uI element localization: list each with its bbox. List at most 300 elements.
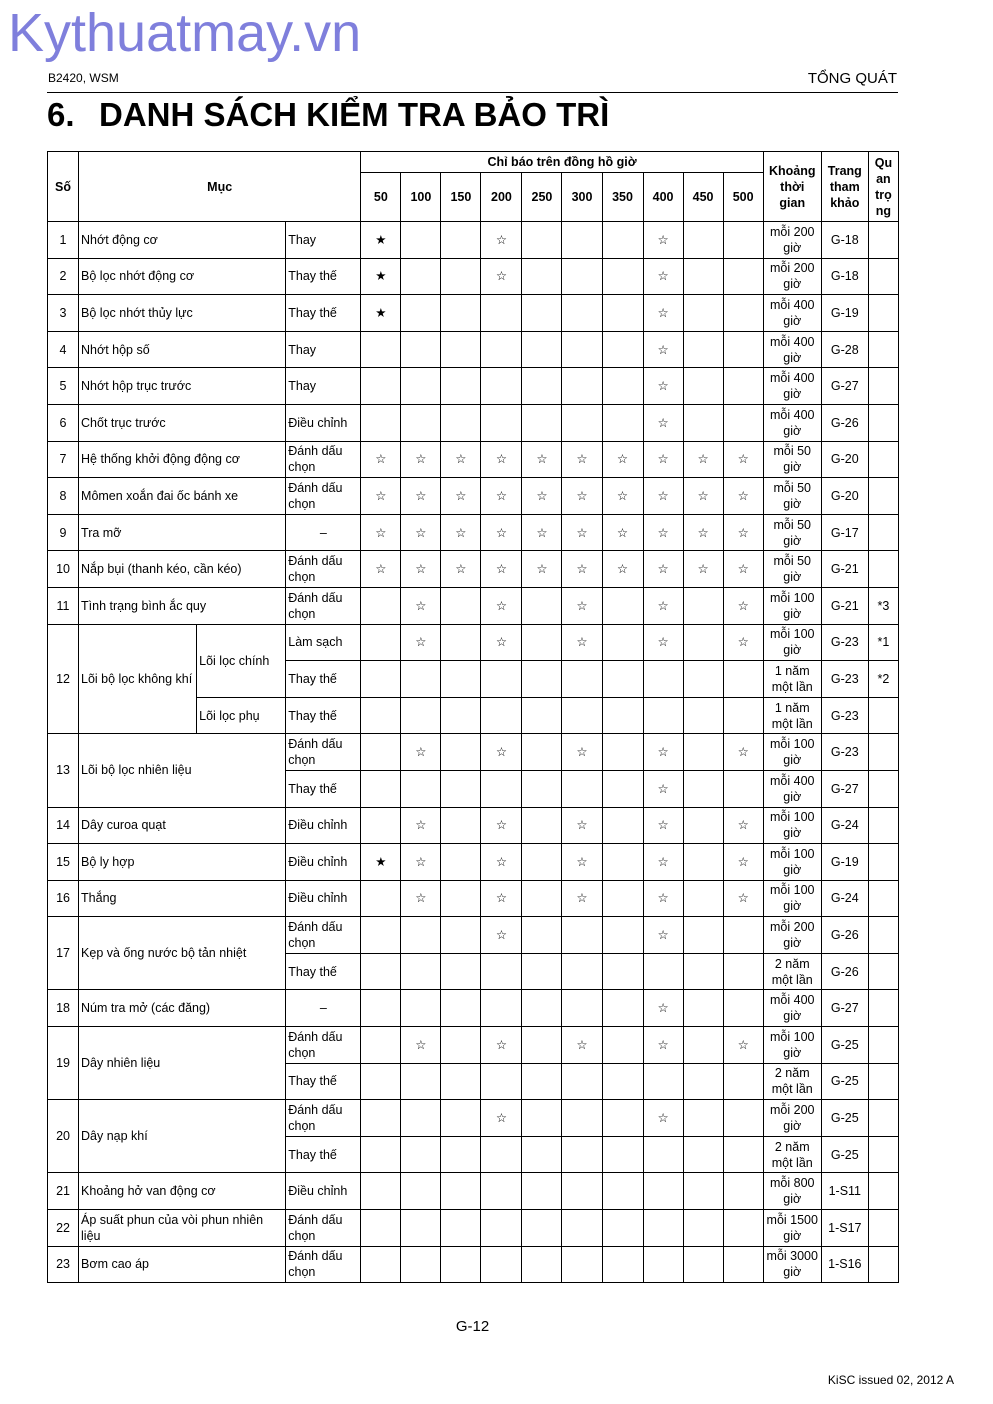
hour-mark-100 [401, 1100, 441, 1137]
hour-mark-200 [481, 331, 522, 368]
hour-mark-250 [522, 404, 562, 441]
hour-mark-450: ☆ [683, 441, 723, 478]
table-row [48, 880, 899, 917]
hour-mark-500: ☆ [723, 807, 763, 844]
hour-mark-50: ★ [361, 295, 401, 332]
hour-mark-50: ★ [361, 258, 401, 295]
row-number: 21 [48, 1173, 79, 1210]
hour-mark-450 [683, 1173, 723, 1210]
header-hour-300: 300 [562, 173, 602, 222]
hour-mark-50 [361, 404, 401, 441]
item-name: Tình trạng bình ắc quy [79, 587, 286, 624]
action-cell: – [286, 514, 361, 551]
sub-item-name: Lõi lọc phụ [197, 697, 286, 734]
action-cell: Đánh dấu chọn [286, 1210, 361, 1247]
header-no: Số [48, 152, 79, 222]
interval-cell: 2 năm một lần [763, 1136, 821, 1173]
hour-mark-350: ☆ [602, 441, 643, 478]
action-cell: Đánh dấu chọn [286, 1100, 361, 1137]
action-cell: Thay thế [286, 1136, 361, 1173]
important-cell [868, 258, 898, 295]
hour-mark-350 [602, 258, 643, 295]
row-number: 19 [48, 1027, 79, 1100]
table-row [48, 1027, 899, 1064]
hour-mark-450: ☆ [683, 551, 723, 588]
hour-mark-150 [441, 1210, 481, 1247]
hour-mark-250 [522, 953, 562, 990]
row-number: 1 [48, 222, 79, 259]
title-text: DANH SÁCH KIỂM TRA BẢO TRÌ [99, 96, 610, 133]
hour-mark-450 [683, 1210, 723, 1247]
hour-mark-500 [723, 990, 763, 1027]
hour-mark-100 [401, 953, 441, 990]
interval-cell: mỗi 1500 giờ [763, 1210, 821, 1247]
header-hour-500: 500 [723, 173, 763, 222]
hour-mark-400: ☆ [643, 514, 683, 551]
interval-cell: mỗi 100 giờ [763, 624, 821, 661]
hour-mark-50: ☆ [361, 441, 401, 478]
table-row [48, 258, 899, 295]
hour-mark-150 [441, 368, 481, 405]
interval-cell: mỗi 50 giờ [763, 441, 821, 478]
hour-mark-200: ☆ [481, 551, 522, 588]
hour-mark-300 [562, 222, 602, 259]
hour-mark-450 [683, 404, 723, 441]
table-row [48, 844, 899, 881]
watermark: Kythuatmay.vn [8, 3, 362, 63]
ref-cell: G-26 [821, 953, 868, 990]
header-hour-50: 50 [361, 173, 401, 222]
hour-mark-350 [602, 697, 643, 734]
hour-mark-250: ☆ [522, 514, 562, 551]
hour-mark-450 [683, 880, 723, 917]
action-cell: Đánh dấu chọn [286, 1027, 361, 1064]
hour-mark-200: ☆ [481, 514, 522, 551]
hour-mark-150 [441, 697, 481, 734]
header-divider [47, 92, 898, 93]
hour-mark-200: ☆ [481, 587, 522, 624]
important-cell [868, 551, 898, 588]
action-cell: Đánh dấu chọn [286, 478, 361, 515]
ref-cell: G-24 [821, 880, 868, 917]
hour-mark-450: ☆ [683, 478, 723, 515]
hour-mark-250 [522, 770, 562, 807]
table-row [48, 1246, 899, 1283]
header-hour-350: 350 [602, 173, 643, 222]
hour-mark-500 [723, 1210, 763, 1247]
hour-mark-100 [401, 990, 441, 1027]
important-cell [868, 331, 898, 368]
item-name: Kẹp và ống nước bộ tản nhiệt [79, 917, 286, 990]
hour-mark-300: ☆ [562, 734, 602, 771]
hour-mark-200: ☆ [481, 1100, 522, 1137]
item-name: Áp suất phun của vòi phun nhiên liệu [79, 1210, 286, 1247]
row-number: 22 [48, 1210, 79, 1247]
hour-mark-300 [562, 697, 602, 734]
hour-mark-250 [522, 807, 562, 844]
hour-mark-50: ★ [361, 222, 401, 259]
hour-mark-100 [401, 404, 441, 441]
title-number: 6. [47, 96, 75, 133]
action-cell: Đánh dấu chọn [286, 734, 361, 771]
hour-mark-100: ☆ [401, 734, 441, 771]
hour-mark-300: ☆ [562, 551, 602, 588]
hour-mark-100: ☆ [401, 1027, 441, 1064]
important-cell [868, 1100, 898, 1137]
interval-cell: mỗi 3000 giờ [763, 1246, 821, 1283]
hour-mark-100 [401, 1063, 441, 1100]
hour-mark-400 [643, 1136, 683, 1173]
hour-mark-150 [441, 1027, 481, 1064]
hour-mark-300 [562, 990, 602, 1027]
action-cell: Đánh dấu chọn [286, 441, 361, 478]
important-cell [868, 1246, 898, 1283]
hour-mark-400: ☆ [643, 551, 683, 588]
hour-mark-200: ☆ [481, 880, 522, 917]
hour-mark-350 [602, 222, 643, 259]
interval-cell: mỗi 100 giờ [763, 587, 821, 624]
row-number: 9 [48, 514, 79, 551]
hour-mark-300 [562, 295, 602, 332]
hour-mark-350 [602, 1246, 643, 1283]
ref-cell: G-19 [821, 844, 868, 881]
header-hour-200: 200 [481, 173, 522, 222]
important-cell [868, 734, 898, 771]
hour-mark-500 [723, 331, 763, 368]
hour-mark-300 [562, 1100, 602, 1137]
hour-mark-150 [441, 1063, 481, 1100]
hour-mark-150 [441, 917, 481, 954]
hour-mark-400: ☆ [643, 1027, 683, 1064]
hour-mark-150: ☆ [441, 441, 481, 478]
hour-mark-400: ☆ [643, 258, 683, 295]
hour-mark-250 [522, 1100, 562, 1137]
hour-mark-100 [401, 917, 441, 954]
hour-mark-300: ☆ [562, 478, 602, 515]
item-name: Bộ ly hợp [79, 844, 286, 881]
header-hour-150: 150 [441, 173, 481, 222]
hour-mark-250 [522, 368, 562, 405]
hour-mark-200: ☆ [481, 734, 522, 771]
hour-mark-50 [361, 697, 401, 734]
hour-mark-500: ☆ [723, 734, 763, 771]
row-number: 17 [48, 917, 79, 990]
hour-mark-150 [441, 734, 481, 771]
hour-mark-150 [441, 587, 481, 624]
ref-cell: G-23 [821, 697, 868, 734]
hour-mark-50 [361, 1210, 401, 1247]
hour-mark-450 [683, 770, 723, 807]
hour-mark-350 [602, 990, 643, 1027]
maintenance-table [47, 151, 899, 1283]
hour-mark-400: ☆ [643, 880, 683, 917]
hour-mark-200 [481, 1210, 522, 1247]
hour-mark-250 [522, 880, 562, 917]
hour-mark-350 [602, 331, 643, 368]
hour-mark-100: ☆ [401, 441, 441, 478]
hour-mark-200 [481, 1063, 522, 1100]
hour-mark-300 [562, 258, 602, 295]
hour-mark-200 [481, 1173, 522, 1210]
action-cell: Điều chỉnh [286, 1173, 361, 1210]
important-cell [868, 953, 898, 990]
interval-cell: mỗi 400 giờ [763, 295, 821, 332]
hour-mark-500 [723, 1246, 763, 1283]
hour-mark-250 [522, 1027, 562, 1064]
important-cell [868, 1210, 898, 1247]
hour-mark-450 [683, 953, 723, 990]
row-number: 5 [48, 368, 79, 405]
row-number: 3 [48, 295, 79, 332]
hour-mark-350 [602, 917, 643, 954]
hour-mark-50 [361, 807, 401, 844]
row-number: 16 [48, 880, 79, 917]
hour-mark-350 [602, 624, 643, 661]
ref-cell: 1-S17 [821, 1210, 868, 1247]
hour-mark-50 [361, 1246, 401, 1283]
item-name: Nắp bụi (thanh kéo, cần kéo) [79, 551, 286, 588]
row-number: 7 [48, 441, 79, 478]
table-row [48, 587, 899, 624]
hour-mark-500: ☆ [723, 551, 763, 588]
hour-mark-250 [522, 331, 562, 368]
row-number: 11 [48, 587, 79, 624]
hour-mark-450 [683, 697, 723, 734]
interval-cell: 2 năm một lần [763, 1063, 821, 1100]
important-cell [868, 222, 898, 259]
interval-cell: mỗi 400 giờ [763, 770, 821, 807]
item-name: Nhớt hộp trục trước [79, 368, 286, 405]
hour-mark-150: ☆ [441, 478, 481, 515]
ref-cell: G-27 [821, 770, 868, 807]
action-cell: – [286, 990, 361, 1027]
hour-mark-450 [683, 807, 723, 844]
hour-mark-300: ☆ [562, 844, 602, 881]
important-cell [868, 404, 898, 441]
hour-mark-300: ☆ [562, 807, 602, 844]
header-important: Qu an trọ ng [868, 152, 898, 222]
hour-mark-300: ☆ [562, 514, 602, 551]
action-cell: Làm sạch [286, 624, 361, 661]
hour-mark-500: ☆ [723, 880, 763, 917]
hour-mark-250 [522, 917, 562, 954]
important-cell [868, 1136, 898, 1173]
hour-mark-150 [441, 661, 481, 698]
hour-mark-500 [723, 917, 763, 954]
header-hour-400: 400 [643, 173, 683, 222]
hour-mark-200 [481, 368, 522, 405]
table-row [48, 331, 899, 368]
hour-mark-400: ☆ [643, 478, 683, 515]
hour-mark-250 [522, 1063, 562, 1100]
important-cell [868, 1063, 898, 1100]
table-row [48, 404, 899, 441]
hour-mark-500 [723, 661, 763, 698]
hour-mark-350 [602, 734, 643, 771]
hour-mark-400: ☆ [643, 368, 683, 405]
hour-mark-200: ☆ [481, 441, 522, 478]
ref-cell: G-21 [821, 551, 868, 588]
hour-mark-250 [522, 1246, 562, 1283]
row-number: 15 [48, 844, 79, 881]
hour-mark-150 [441, 624, 481, 661]
interval-cell: mỗi 100 giờ [763, 1027, 821, 1064]
ref-cell: G-18 [821, 222, 868, 259]
interval-cell: mỗi 800 giờ [763, 1173, 821, 1210]
hour-mark-200: ☆ [481, 1027, 522, 1064]
item-name: Dây nạp khí [79, 1100, 286, 1173]
page-title [47, 96, 609, 134]
important-cell: *3 [868, 587, 898, 624]
hour-mark-450 [683, 1100, 723, 1137]
action-cell: Thay [286, 331, 361, 368]
table-row [48, 990, 899, 1027]
item-name: Lõi bộ lọc nhiên liệu [79, 734, 286, 807]
item-name: Lõi bộ lọc không khí [79, 624, 197, 734]
hour-mark-450 [683, 734, 723, 771]
hour-mark-400 [643, 953, 683, 990]
hour-mark-250 [522, 258, 562, 295]
hour-mark-50 [361, 917, 401, 954]
hour-mark-100 [401, 770, 441, 807]
hour-mark-500 [723, 953, 763, 990]
hour-mark-200 [481, 295, 522, 332]
table-row [48, 734, 899, 771]
hour-mark-100: ☆ [401, 880, 441, 917]
hour-mark-250: ☆ [522, 441, 562, 478]
hour-mark-400: ☆ [643, 844, 683, 881]
action-cell: Thay thế [286, 953, 361, 990]
item-name: Tra mỡ [79, 514, 286, 551]
item-name: Dây curoa quạt [79, 807, 286, 844]
item-name: Nhớt động cơ [79, 222, 286, 259]
ref-cell: G-25 [821, 1063, 868, 1100]
action-cell: Đánh dấu chọn [286, 551, 361, 588]
ref-cell: G-20 [821, 478, 868, 515]
interval-cell: mỗi 200 giờ [763, 1100, 821, 1137]
hour-mark-100: ☆ [401, 587, 441, 624]
hour-mark-100 [401, 222, 441, 259]
important-cell [868, 844, 898, 881]
hour-mark-150 [441, 770, 481, 807]
important-cell: *1 [868, 624, 898, 661]
hour-mark-300 [562, 404, 602, 441]
hour-mark-500 [723, 1063, 763, 1100]
hour-mark-200 [481, 404, 522, 441]
hour-mark-250 [522, 697, 562, 734]
table-row [48, 441, 899, 478]
hour-mark-300: ☆ [562, 624, 602, 661]
hour-mark-450 [683, 1027, 723, 1064]
ref-cell: 1-S16 [821, 1246, 868, 1283]
hour-mark-400 [643, 1210, 683, 1247]
hour-mark-200 [481, 770, 522, 807]
hour-mark-50: ☆ [361, 478, 401, 515]
hour-mark-350 [602, 661, 643, 698]
interval-cell: mỗi 100 giờ [763, 844, 821, 881]
hour-mark-300 [562, 953, 602, 990]
hour-mark-500 [723, 1100, 763, 1137]
hour-mark-50: ☆ [361, 551, 401, 588]
hour-mark-500: ☆ [723, 1027, 763, 1064]
hour-mark-100 [401, 1210, 441, 1247]
hour-mark-500 [723, 1173, 763, 1210]
row-number: 18 [48, 990, 79, 1027]
hour-mark-50 [361, 368, 401, 405]
hour-mark-200 [481, 953, 522, 990]
action-cell: Thay thế [286, 770, 361, 807]
important-cell [868, 295, 898, 332]
interval-cell: 2 năm một lần [763, 953, 821, 990]
row-number: 4 [48, 331, 79, 368]
hour-mark-400 [643, 1246, 683, 1283]
hour-mark-250 [522, 624, 562, 661]
hour-mark-100 [401, 1246, 441, 1283]
header-item: Mục [79, 152, 361, 222]
important-cell [868, 514, 898, 551]
item-name: Mômen xoắn đai ốc bánh xe [79, 478, 286, 515]
hour-mark-250 [522, 222, 562, 259]
action-cell: Đánh dấu chọn [286, 1246, 361, 1283]
ref-cell: G-23 [821, 624, 868, 661]
hour-mark-300 [562, 770, 602, 807]
hour-mark-500 [723, 697, 763, 734]
hour-mark-50 [361, 1136, 401, 1173]
hour-mark-450 [683, 295, 723, 332]
ref-cell: G-21 [821, 587, 868, 624]
hour-mark-150 [441, 844, 481, 881]
hour-mark-350 [602, 587, 643, 624]
important-cell [868, 478, 898, 515]
hour-mark-300 [562, 331, 602, 368]
hour-mark-300: ☆ [562, 880, 602, 917]
hour-mark-200 [481, 661, 522, 698]
important-cell: *2 [868, 661, 898, 698]
table-row [48, 624, 899, 661]
hour-mark-150 [441, 258, 481, 295]
hour-mark-50 [361, 1063, 401, 1100]
hour-mark-450 [683, 917, 723, 954]
important-cell [868, 770, 898, 807]
hour-mark-450: ☆ [683, 514, 723, 551]
important-cell [868, 368, 898, 405]
hour-mark-250 [522, 734, 562, 771]
hour-mark-100: ☆ [401, 844, 441, 881]
hour-mark-150 [441, 1100, 481, 1137]
interval-cell: mỗi 400 giờ [763, 331, 821, 368]
important-cell [868, 1173, 898, 1210]
hour-mark-150 [441, 295, 481, 332]
hour-mark-150 [441, 1246, 481, 1283]
hour-mark-250 [522, 661, 562, 698]
interval-cell: mỗi 100 giờ [763, 734, 821, 771]
action-cell: Điều chỉnh [286, 880, 361, 917]
hour-mark-400: ☆ [643, 587, 683, 624]
hour-mark-450 [683, 990, 723, 1027]
hour-mark-350 [602, 807, 643, 844]
hour-mark-400: ☆ [643, 917, 683, 954]
hour-mark-250 [522, 990, 562, 1027]
hour-mark-450 [683, 587, 723, 624]
ref-cell: G-25 [821, 1136, 868, 1173]
hour-mark-500 [723, 258, 763, 295]
hour-mark-200: ☆ [481, 222, 522, 259]
hour-mark-450 [683, 331, 723, 368]
hour-mark-400: ☆ [643, 404, 683, 441]
hour-mark-400: ☆ [643, 295, 683, 332]
hour-mark-100: ☆ [401, 624, 441, 661]
hour-mark-300 [562, 1063, 602, 1100]
